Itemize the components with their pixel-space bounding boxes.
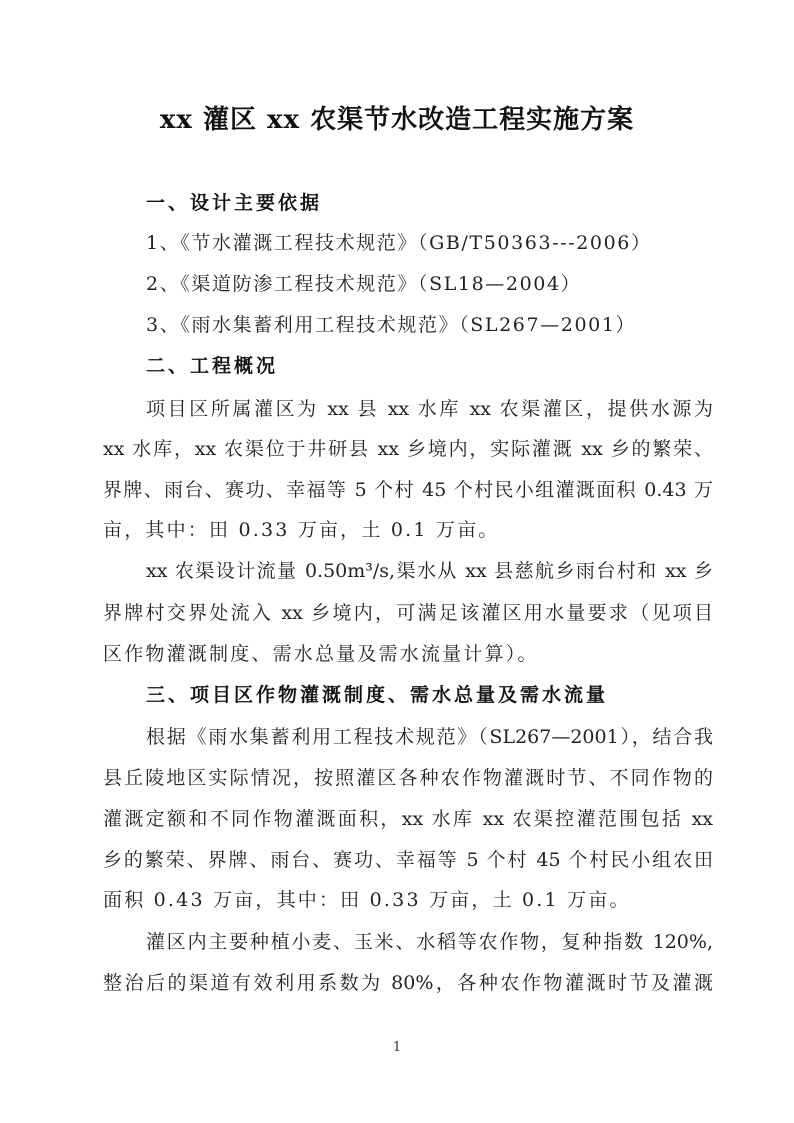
paragraph-line: 灌溉定额和不同作物灌溉面积，xx 水库 xx 农渠控灌范围包括 xx xyxy=(103,808,713,830)
paragraph-line: 县丘陵地区实际情况，按照灌区各种农作物灌溉时节、不同作物的 xyxy=(103,767,713,789)
paragraph-line: 界牌村交界处流入 xx 乡境内，可满足该灌区用水量要求（见项目 xyxy=(103,602,713,624)
page-title: xx 灌区 xx 农渠节水改造工程实施方案 xyxy=(159,105,635,135)
paragraph-line: xx 农渠设计流量 0.50m³/s,渠水从 xx 县慈航乡雨台村和 xx 乡 xyxy=(146,560,713,582)
list-item: 1、《节水灌溉工程技术规范》（GB/T50363---2006） xyxy=(146,232,652,254)
list-item: 3、《雨水集蓄利用工程技术规范》（SL267—2001） xyxy=(146,314,637,336)
section-heading-basis: 一、设计主要依据 xyxy=(146,192,323,214)
paragraph-line: 区作物灌溉制度、需水总量及需水流量计算）。 xyxy=(103,643,539,665)
paragraph-line: 乡的繁荣、界牌、雨台、赛功、幸福等 5 个村 45 个村民小组农田 xyxy=(103,849,713,871)
page-number: 1 xyxy=(392,1040,402,1055)
paragraph-line: 界牌、雨台、赛功、幸福等 5 个村 45 个村民小组灌溉面积 0.43 万 xyxy=(103,479,713,501)
paragraph-line: 面积 0.43 万亩，其中：田 0.33 万亩，土 0.1 万亩。 xyxy=(103,889,631,911)
paragraph-line: xx 水库，xx 农渠位于井研县 xx 乡境内，实际灌溉 xx 乡的繁荣、 xyxy=(103,438,713,460)
paragraph-line: 亩，其中：田 0.33 万亩，土 0.1 万亩。 xyxy=(103,519,500,541)
section-heading-overview: 二、工程概况 xyxy=(146,355,279,377)
list-item: 2、《渠道防渗工程技术规范》（SL18—2004） xyxy=(146,273,582,295)
paragraph-line: 根据《雨水集蓄利用工程技术规范》（SL267—2001），结合我 xyxy=(146,726,713,748)
paragraph-line: 灌区内主要种植小麦、玉米、水稻等农作物，复种指数 120%, xyxy=(146,931,713,953)
paragraph-line: 整治后的渠道有效利用系数为 80%，各种农作物灌溉时节及灌溉 xyxy=(103,972,713,994)
section-heading-irrigation: 三、项目区作物灌溉制度、需水总量及需水流量 xyxy=(146,684,609,706)
paragraph-line: 项目区所属灌区为 xx 县 xx 水库 xx 农渠灌区，提供水源为 xyxy=(146,398,713,420)
